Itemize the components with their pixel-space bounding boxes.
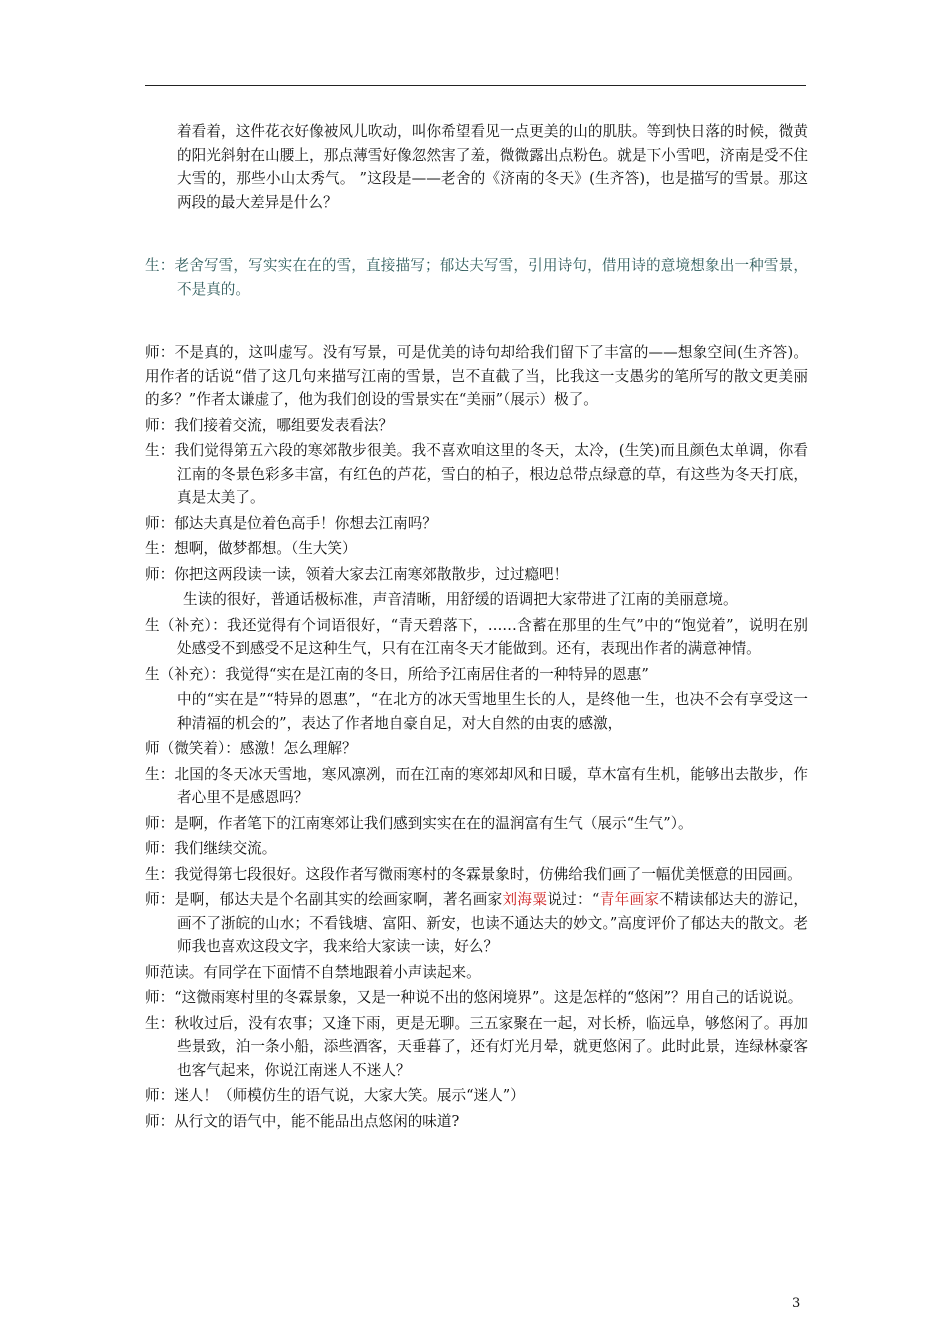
painter-text-a: 师：是啊，郁达夫是个名副其实的绘画家啊，著名画家 [145, 891, 503, 908]
paragraph-teacher-question: 师：我们接着交流，哪组要发表看法？ [145, 416, 394, 434]
paragraph-student-dream: 生：想啊，做梦都想。（生大笑） [145, 540, 357, 557]
paragraph-student-answer: 生：老舍写雪，写实实在在的雪，直接描写；郁达夫写雪，引用诗句，借用诗的意境想象出一种雪景，不是真的。 [145, 257, 808, 298]
document-body [145, 120, 808, 1135]
page-number: 3 [792, 1296, 801, 1311]
paragraph-student-seventh: 生：我觉得第七段很好。这段作者写微雨寒村的冬霖景象时，仿佛给我们画了一幅优美惬意的田园画。 [145, 865, 802, 883]
paragraph-teacher-charming: 师：迷人！（师模仿生的语气说，大家大笑。展示“迷人”） [145, 1087, 525, 1104]
painter-text-c: 不精读郁达夫的游记，画不了浙皖的山水；不看钱塘、富阳、新安，也读不通达夫的妙文。”高度评价了郁达夫的散文。老师我也喜欢这段文字，我来给大家读一读，好么？ [177, 891, 808, 955]
paragraph-teacher-leisure: 师：“这微雨寒村里的冬霖景象，又是一种说不出的悠闲境界”。这是怎样的“悠闲”？用自己的话说说。 [145, 989, 803, 1006]
paragraph-student-north: 生：北国的冬天冰天雪地，寒风凛冽，而在江南的寒郊却风和日暖，草木富有生机，能够出去散步，作者心里不是感恩吗？ [145, 765, 808, 806]
paragraph-teacher-continue: 师：我们继续交流。 [145, 840, 277, 857]
paragraph-student-reading: 生读的很好，普通话极标准，声音清晰，用舒缓的语调把大家带进了江南的美丽意境。 [183, 591, 738, 608]
paragraph-student-supplement-2a: 生（补充）：我觉得“实在是江南的冬日，所给予江南居住者的一种特异的恩惠” [145, 665, 649, 683]
paragraph-teacher-vitality: 师：是啊，作者笔下的江南寒郊让我们感到实实在在的温润富有生气（展示“生气”）。 [145, 814, 693, 832]
paragraph-teacher-color: 师：郁达夫真是位着色高手！你想去江南吗？ [145, 514, 437, 532]
paragraph-teacher-painter [145, 888, 808, 959]
painter-text-b: 说过：“ [547, 891, 600, 908]
paragraph-teacher-smile: 师（微笑着）：感激！怎么理解？ [145, 740, 357, 757]
paragraph-student-supplement-1: 生（补充）：我还觉得有个词语很好，“青天碧落下，……含蓄在那里的生气”中的“饱觉着”，说明在别处感受不到感受不足这种生气，只有在江南冬天才能做到。还有，表现出作者的满意神情。 [145, 616, 808, 657]
paragraph-teacher-demo-read: 师范读。有同学在下面情不自禁地跟着小声读起来。 [145, 963, 481, 981]
paragraph-student-cold: 生：我们觉得第五六段的寒郊散步很美。我不喜欢咱这里的冬天，太冷，(生笑)而且颜色太单调，你看江南的冬景色彩多丰富，有红色的芦花，雪白的柏子，根边总带点绿意的草，有这些为冬天打底，真是太美了。 [145, 442, 808, 506]
header-rule [145, 85, 806, 86]
painter-name-highlight: 刘海粟 [502, 891, 548, 908]
paragraph-teacher-xuxie: 师：不是真的，这叫虚写。没有写景，可是优美的诗句却给我们留下了丰富的——想象空间(生齐答)。用作者的话说“借了这几句来描写江南的雪景，岂不直截了当，比我这一支愚劣的笔所写的散文更美丽的多？”作者太谦虚了，他为我们创设的雪景实在“美丽”（展示）极了。 [145, 344, 808, 408]
paragraph-teacher-read: 师：你把这两段读一读，领着大家去江南寒郊散散步，过过瘾吧！ [145, 565, 569, 583]
paragraph-quote-continuation: 着看着，这件花衣好像被风儿吹动，叫你希望看见一点更美的山的肌肤。等到快日落的时候，微黄的阳光斜射在山腰上，那点薄雪好像忽然害了羞，微微露出点粉色。就是下小雪吧，济南是受不住大雪的，那些小山太秀气。 ”这段是——老舍的《济南的冬天》(生齐答)，也是描写的雪景。那这两段的最大差异是什么？ [177, 123, 808, 211]
paragraph-teacher-tone: 师：从行文的语气中，能不能品出点悠闲的味道? [145, 1112, 460, 1130]
paragraph-student-autumn: 生：秋收过后，没有农事；又逢下雨，更是无聊。三五家聚在一起，对长桥，临远阜，够悠闲了。再加些景致，泊一条小船，添些酒客，天垂暮了，还有灯光月晕，就更悠闲了。此时此景，连绿林豪客也客气起来，你说江南迷人不迷人？ [145, 1014, 808, 1079]
paragraph-student-supplement-2b: 中的“实在是”“特异的恩惠”，“在北方的冰天雪地里生长的人，是终他一生，也决不会有享受这一种清福的机会的”，表达了作者地自豪自足，对大自然的由衷的感激， [177, 691, 808, 732]
young-painter-highlight: 青年画家 [599, 891, 660, 908]
